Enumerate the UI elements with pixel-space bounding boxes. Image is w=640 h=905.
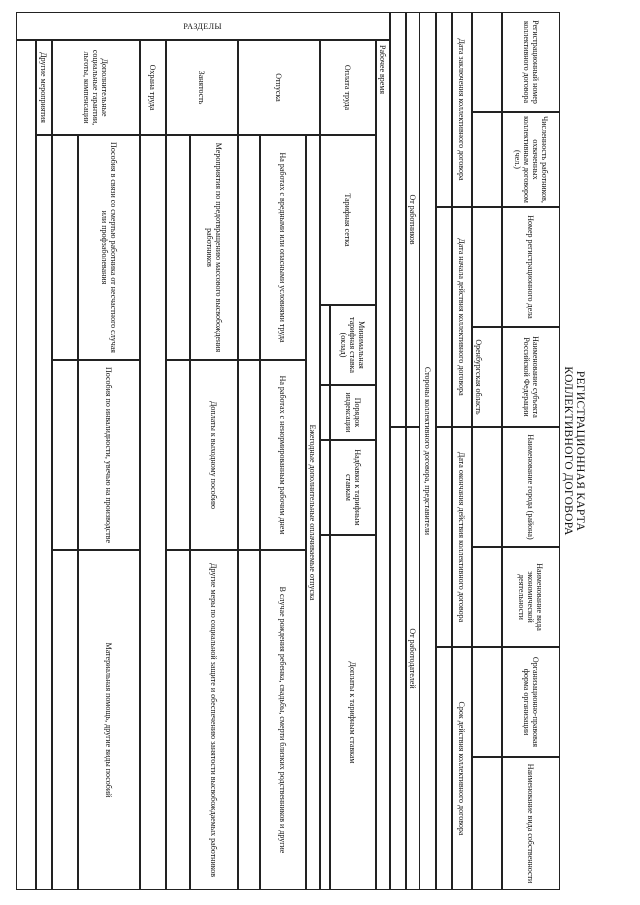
activity-name-value xyxy=(472,547,502,647)
material-aid-cell: Материальная помощь, другие виды пособий xyxy=(78,550,140,890)
start-date-value xyxy=(436,207,452,427)
term-header: Срок действия коллективного договора xyxy=(452,647,472,890)
min-rate-value xyxy=(320,305,330,385)
disability-benefit-value xyxy=(52,360,78,550)
conclusion-date-header: Дата заключения коллективного договора xyxy=(452,12,472,207)
surcharge-cell: Доплаты к тарифным ставкам xyxy=(330,535,376,890)
reg-number-header: Регистрационный номер коллективного договора xyxy=(502,12,560,112)
city-name-header: Наименование города (района) xyxy=(502,427,560,547)
org-form-value xyxy=(472,647,502,757)
social-protection-cell: Другие меры по социальной защите и обеспечению занятости высвобождаемых работников xyxy=(190,550,238,890)
indexation-value xyxy=(320,385,330,440)
work-time-row: Рабочее время xyxy=(376,40,390,890)
parties-workers: От работников xyxy=(406,12,420,427)
safety-label: Охрана труда xyxy=(140,40,166,135)
vacations-label: Отпуска xyxy=(238,40,320,135)
ownership-header: Наименование вида собственности xyxy=(502,757,560,890)
family-events-value xyxy=(238,550,260,890)
workers-count-value xyxy=(472,112,502,207)
subject-name-header: Наименование субъекта Российской Федерации xyxy=(502,327,560,427)
parties-header: Стороны коллективного договора, представители xyxy=(420,12,436,890)
prevention-cell: Мероприятия по предотвращению массового высвобождения работников xyxy=(190,135,238,360)
parties-employer-value xyxy=(390,427,406,890)
ownership-value xyxy=(472,757,502,890)
death-benefit-value xyxy=(52,135,78,360)
case-number-value xyxy=(472,207,502,327)
irregular-day-value xyxy=(238,360,260,550)
parties-workers-value xyxy=(390,12,406,427)
title-line-1: РЕГИСТРАЦИОННАЯ КАРТА xyxy=(574,370,586,532)
case-number-header: Номер регистрационного дела xyxy=(502,207,560,327)
term-value xyxy=(436,647,452,890)
extra-leave-header: Ежегодные дополнительные оплачиваемые отпуска xyxy=(306,135,320,890)
death-benefit-cell: Пособия в связи со смертью работника от несчастного случая или профзаболевания xyxy=(78,135,140,360)
other-label: Другие мероприятия xyxy=(36,40,52,135)
bonus-cell: Надбавки к тарифным ставкам xyxy=(330,440,376,535)
activity-name-header: Наименование вида экономической деятельности xyxy=(502,547,560,647)
other-value xyxy=(36,135,52,890)
tariff-grid-cell: Тарифная сетка xyxy=(320,135,376,305)
social-protection-value xyxy=(166,550,190,890)
prevention-value xyxy=(166,135,190,360)
title-line-2: КОЛЛЕКТИВНОГО ДОГОВОРА xyxy=(562,366,574,536)
subject-name-value: Оренбургская область xyxy=(472,327,502,427)
harmful-conditions-cell: На работах с вредными или опасными условиями труда xyxy=(260,135,306,360)
min-rate-cell: Минимальная тарифная ставка (оклад) xyxy=(330,305,376,385)
surcharge-value xyxy=(320,535,330,890)
city-name-value xyxy=(472,427,502,547)
bottom-empty-row xyxy=(16,40,36,890)
severance-cell: Доплаты к выходному пособию xyxy=(190,360,238,550)
bonus-value xyxy=(320,440,330,535)
end-date-value xyxy=(436,427,452,647)
material-aid-value xyxy=(52,550,78,890)
employment-label: Занятость xyxy=(166,40,238,135)
org-form-header: Организационно-правовая форма организации xyxy=(502,647,560,757)
guarantees-label: Дополнительные социальные гарантии, льготы, компенсации xyxy=(52,40,140,135)
harmful-conditions-value xyxy=(238,135,260,360)
family-events-cell: В случае рождения ребенка, свадьбы, смерти близких родственников и другие xyxy=(260,550,306,890)
safety-value xyxy=(140,135,166,890)
reg-number-value xyxy=(472,12,502,112)
end-date-header: Дата окончания действия коллективного договора xyxy=(452,427,472,647)
indexation-cell: Порядок индексации xyxy=(330,385,376,440)
start-date-header: Дата начала действия коллективного договора xyxy=(452,207,472,427)
sections-label: РАЗДЕЛЫ xyxy=(183,21,223,31)
workers-count-header: Численность работников, охваченных коллективным договором (чел.) xyxy=(502,112,560,207)
irregular-day-cell: На работах с ненормированным рабочим днем xyxy=(260,360,306,550)
sections-label-cell xyxy=(16,12,390,40)
conclusion-date-value xyxy=(436,12,452,207)
pay-label: Оплата труда xyxy=(320,40,376,135)
parties-employer: От работодателей xyxy=(406,427,420,890)
document-title xyxy=(562,12,586,890)
severance-value xyxy=(166,360,190,550)
disability-benefit-cell: Пособия по инвалидности, увечью на производстве xyxy=(78,360,140,550)
registration-card-sheet xyxy=(16,12,588,890)
